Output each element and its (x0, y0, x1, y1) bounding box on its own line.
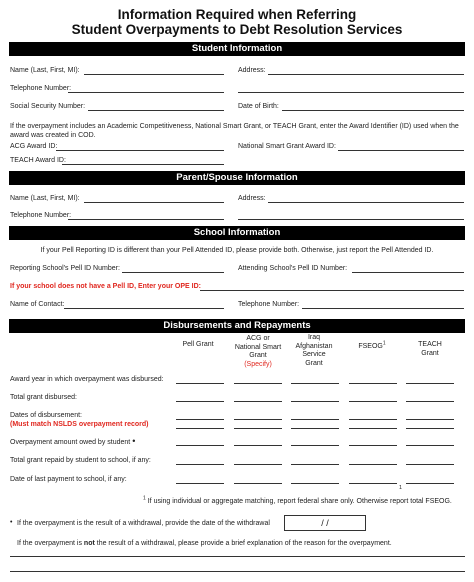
acg-award-id-label: ACG Award ID: (10, 143, 58, 150)
grid-cell-r4-c0[interactable] (176, 445, 224, 446)
grid-cell-r5-c2[interactable] (291, 464, 339, 465)
grid-cell-r6-c3[interactable] (349, 483, 397, 484)
student-name-field[interactable] (84, 74, 224, 75)
attending-pell-id-label: Attending School's Pell ID Number: (238, 265, 348, 272)
grid-cell-r3-c3[interactable] (349, 428, 397, 429)
grid-cell-r0-c4[interactable] (406, 383, 454, 384)
grid-cell-r3-c1[interactable] (234, 428, 282, 429)
student-phone-field[interactable] (68, 92, 224, 93)
grid-cell-r5-c4[interactable] (406, 464, 454, 465)
grid-cell-r0-c1[interactable] (234, 383, 282, 384)
reporting-pell-id-field[interactable] (122, 272, 224, 273)
grid-cell-r1-c4[interactable] (406, 401, 454, 402)
col-iraq-afghanistan: Iraq Afghanistan Service Grant (295, 334, 333, 367)
nslds-match-note: (Must match NSLDS overpayment record) (10, 421, 149, 428)
form-title-line-2: Student Overpayments to Debt Resolution Services (71, 22, 403, 37)
student-address-label: Address: (238, 67, 266, 74)
grid-cell-r5-c0[interactable] (176, 464, 224, 465)
student-name-label: Name (Last, First, MI): (10, 67, 80, 74)
grid-cell-r5-c1[interactable] (234, 464, 282, 465)
grid-cell-r1-c1[interactable] (234, 401, 282, 402)
grid-cell-r6-c4[interactable] (406, 483, 454, 484)
student-ssn-field[interactable] (88, 110, 224, 111)
teach-award-id-label: TEACH Award ID: (10, 157, 66, 164)
explanation-line-2[interactable] (10, 571, 465, 572)
contact-name-field[interactable] (64, 308, 224, 309)
contact-name-label: Name of Contact: (10, 301, 65, 308)
school-phone-label: Telephone Number: (238, 301, 300, 308)
parent-info-header: Parent/Spouse Information (9, 171, 465, 185)
award-id-instructions: If the overpayment includes an Academic Competitiveness, National Smart Grant, or TEACH Grant, enter the Award Identifier (ID) used when the award was created in COD. (10, 123, 459, 139)
withdrawal-bullet-icon: • (10, 519, 13, 526)
student-dob-label: Date of Birth: (238, 103, 279, 110)
total-disbursed-label: Total grant disbursed: (10, 394, 77, 401)
grid-cell-r3-c2[interactable] (291, 428, 339, 429)
non-withdrawal-instructions: If the overpayment is not the result of a withdrawal, please provide a brief explanation of the reason for the overpayment. (17, 540, 392, 547)
grid-cell-r0-c2[interactable] (291, 383, 339, 384)
grid-cell-r2-c4[interactable] (406, 419, 454, 420)
disbursements-header: Disbursements and Repayments (9, 319, 465, 333)
grid-cell-r4-c4[interactable] (406, 445, 454, 446)
parent-name-label: Name (Last, First, MI): (10, 195, 80, 202)
parent-phone-field[interactable] (68, 219, 224, 220)
grid-cell-r2-c1[interactable] (234, 419, 282, 420)
grid-cell-r3-c4[interactable] (406, 428, 454, 429)
grid-cell-r5-c3[interactable] (349, 464, 397, 465)
explanation-line-1[interactable] (10, 556, 465, 557)
col-fseog: FSEOG$^1$ (358, 340, 386, 350)
student-info-header: Student Information (9, 42, 465, 56)
parent-name-field[interactable] (84, 202, 224, 203)
grid-cell-r6-c2[interactable] (291, 483, 339, 484)
fseog-footnote: $^1$ If using individual or aggregate matching, report federal share only. Otherwise report total FSEOG. (143, 495, 452, 505)
grid-cell-r1-c2[interactable] (291, 401, 339, 402)
student-ssn-label: Social Security Number: (10, 103, 86, 110)
school-info-header: School Information (9, 226, 465, 240)
smart-award-id-label: National Smart Grant Award ID: (238, 143, 336, 150)
student-phone-label: Telephone Number: (10, 85, 72, 92)
attending-pell-id-field[interactable] (352, 272, 464, 273)
ope-id-label: If your school does not have a Pell ID, Enter your OPE ID: (10, 283, 201, 290)
last-payment-label: Date of last payment to school, if any: (10, 476, 127, 483)
withdrawal-date-field[interactable]: / / (284, 515, 366, 531)
dates-disbursement-label: Dates of disbursement: (10, 412, 82, 419)
grid-cell-r4-c2[interactable] (291, 445, 339, 446)
fseog-marker: 1 (399, 485, 403, 491)
pell-id-instructions: If your Pell Reporting ID is different than your Pell Attended ID, please provide both. Otherwise, just report the Pell Attended ID. (40, 247, 434, 254)
parent-address-field[interactable] (268, 202, 464, 203)
parent-address-line-2[interactable] (238, 219, 464, 220)
ope-id-field[interactable] (200, 290, 464, 291)
grid-cell-r0-c3[interactable] (349, 383, 397, 384)
grid-cell-r1-c3[interactable] (349, 401, 397, 402)
reporting-pell-id-label: Reporting School's Pell ID Number: (10, 265, 120, 272)
smart-award-id-field[interactable] (338, 150, 464, 151)
school-phone-field[interactable] (302, 308, 464, 309)
col-pell-grant: Pell Grant (182, 341, 214, 348)
total-repaid-label: Total grant repaid by student to school, if any: (10, 457, 151, 464)
grid-cell-r0-c0[interactable] (176, 383, 224, 384)
parent-phone-label: Telephone Number: (10, 212, 72, 219)
form-title-line-1: Information Required when Referring (117, 7, 357, 22)
overpayment-owed-label: Overpayment amount owed by student • (10, 436, 136, 446)
grid-cell-r4-c3[interactable] (349, 445, 397, 446)
col-teach-grant: TEACH Grant (418, 341, 442, 357)
grid-cell-r3-c0[interactable] (176, 428, 224, 429)
grid-cell-r2-c2[interactable] (291, 419, 339, 420)
student-address-field[interactable] (268, 74, 464, 75)
grid-cell-r4-c1[interactable] (234, 445, 282, 446)
grid-cell-r1-c0[interactable] (176, 401, 224, 402)
parent-address-label: Address: (238, 195, 266, 202)
grid-cell-r6-c0[interactable] (176, 483, 224, 484)
teach-award-id-field[interactable] (62, 164, 224, 165)
owed-bullet-icon: • (132, 436, 136, 446)
grid-cell-r2-c3[interactable] (349, 419, 397, 420)
student-address-line-2[interactable] (238, 92, 464, 93)
acg-award-id-field[interactable] (56, 150, 224, 151)
grid-cell-r2-c0[interactable] (176, 419, 224, 420)
withdrawal-date-label: If the overpayment is the result of a withdrawal, provide the date of the withdrawal (17, 520, 270, 527)
award-year-label: Award year in which overpayment was disbursed: (10, 376, 164, 383)
student-dob-field[interactable] (282, 110, 464, 111)
grid-cell-r6-c1[interactable] (234, 483, 282, 484)
col-acg-smart: ACG or National Smart Grant (Specify) (234, 335, 282, 368)
